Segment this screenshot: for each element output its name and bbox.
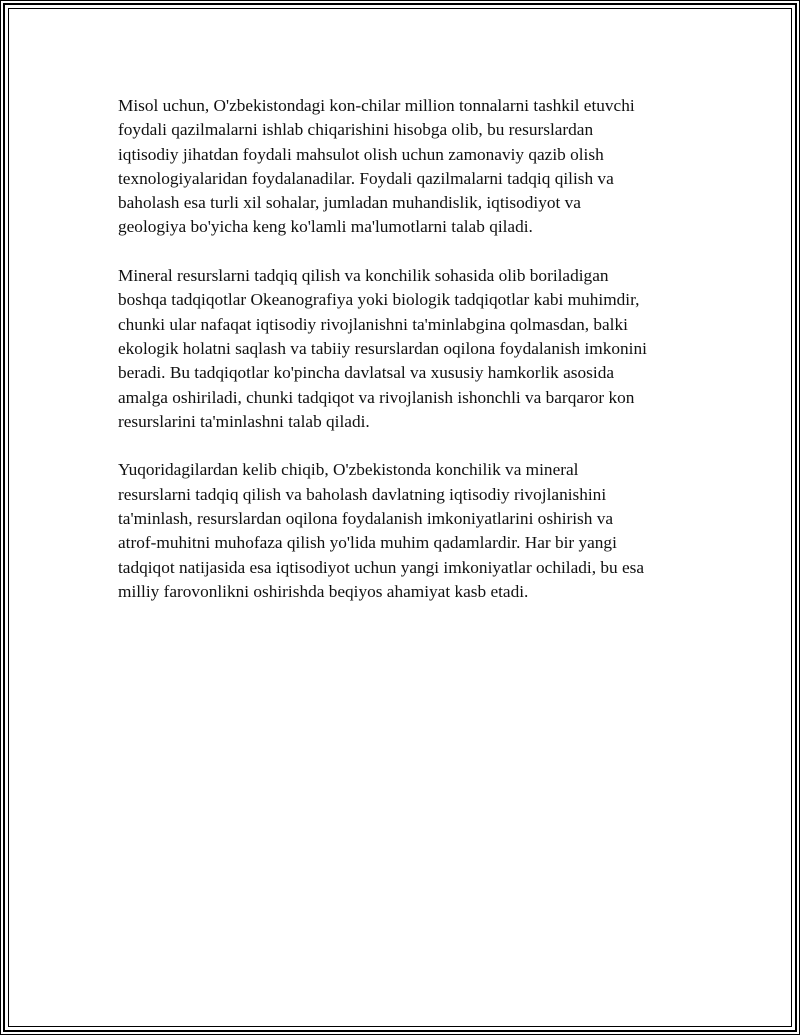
paragraph-2: Mineral resurslarni tadqiq qilish va konchilik sohasida olib boriladigan boshqa tadqiqotlar Okeanografiya yoki biologik tadqiqotlar kabi muhimdir, chunki ular nafaqat iqtisodiy rivojlanishni ta'minlabgina qolmasdan, balki ekologik holatni saqlash va tabiiy resurslardan oqilona foydalanish imkonini beradi. Bu tadqiqotlar ko'pincha davlatsal va xususiy hamkorlik asosida amalga oshiriladi, chunki tadqiqot va rivojlanish ishonchli va barqaror kon resurslarini ta'minlashni talab qiladi. bbox=[118, 266, 647, 431]
paragraph-1: Misol uchun, O'zbekistondagi kon-chilar million tonnalarni tashkil etuvchi foydali qazilmalarni ishlab chiqarishini hisobga olib, bu resurslardan iqtisodiy jihatdan foydali mahsulot olish uchun zamonaviy qazib olish texnologiyalaridan foydalanadilar. Foydali qazilmalarni tadqiq qilish va baholash esa turli xil sohalar, jumladan muhandislik, iqtisodiyot va geologiya bo'yicha keng ko'lamli ma'lumotlarni talab qiladi. bbox=[118, 96, 635, 237]
document-body bbox=[118, 94, 698, 629]
paragraph-3: Yuqoridagilardan kelib chiqib, O'zbekistonda konchilik va mineral resurslarni tadqiq qilish va baholash davlatning iqtisodiy rivojlanishini ta'minlash, resurslardan oqilona foydalanish imkoniyatlarini oshirish va atrof-muhitni muhofaza qilish yo'lida muhim qadamlardir. Har bir yangi tadqiqot natijasida esa iqtisodiyot uchun yangi imkoniyatlar ochiladi, bu esa milliy farovonlikni oshirishda beqiyos ahamiyat kasb etadi. bbox=[118, 460, 645, 601]
